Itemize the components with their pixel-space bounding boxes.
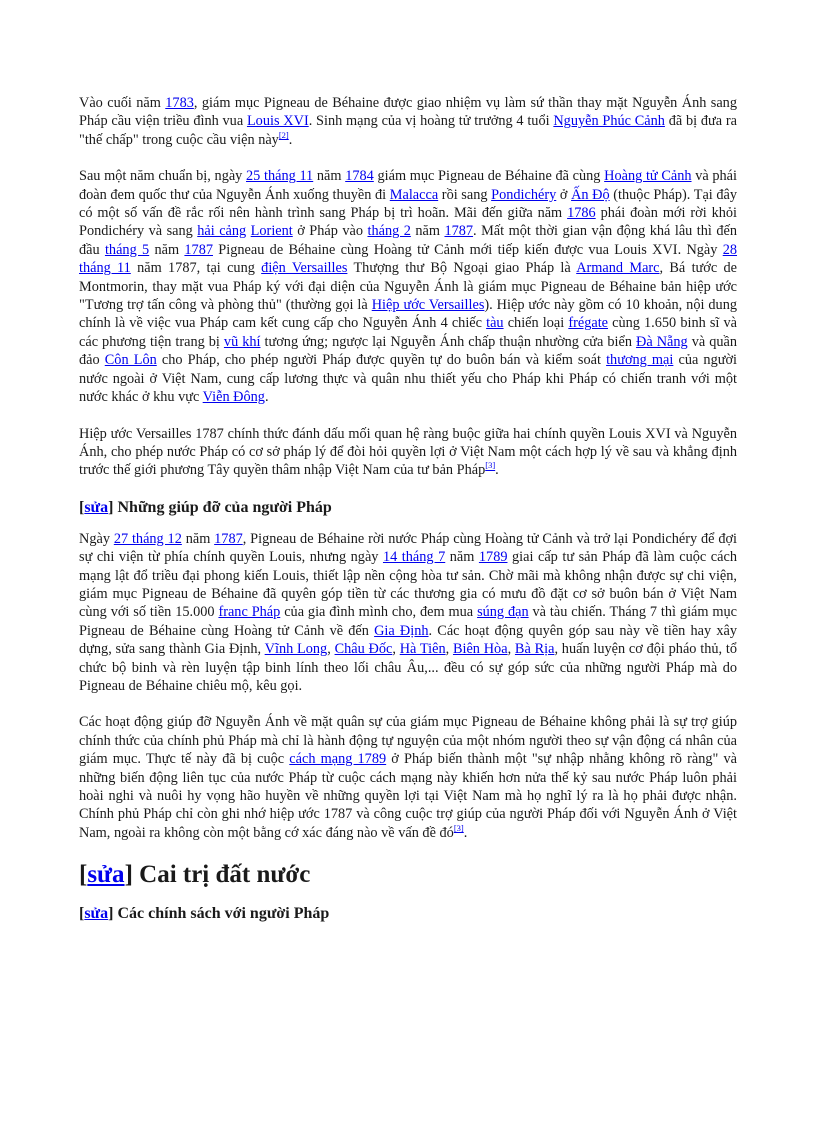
text-run: . — [264, 389, 269, 406]
section-title: Những giúp đỡ của người Pháp — [117, 498, 332, 516]
wiki-link[interactable]: frégate — [568, 315, 609, 332]
wiki-link[interactable]: franc Pháp — [218, 604, 281, 621]
text-run: rồi sang — [438, 186, 492, 203]
text-run: đã bị đưa ra "thế chấp" trong cuộc cầu viện này — [79, 113, 737, 148]
text-run: của gia đình mình cho, đem mua — [280, 604, 478, 621]
text-run: năm — [313, 168, 346, 185]
text-run: . Sinh mạng của vị hoàng tử trưởng 4 tuổi — [308, 113, 554, 130]
text-run: , — [327, 641, 335, 658]
wiki-link[interactable]: Hiệp ước Versailles — [371, 297, 485, 314]
text-run: năm — [445, 549, 479, 566]
section-heading-governing: [sửa] Cai trị đất nước — [79, 861, 311, 889]
text-run: phái đoàn mới rời khỏi Pondichéry và sang — [79, 205, 737, 240]
wiki-link[interactable]: 1784 — [345, 168, 374, 185]
text-run: , giám mục Pigneau de Béhaine được giao nhiệm vụ làm sứ thần thay mặt Nguyễn Ánh sang Pháp cầu viện triều đình vua — [79, 95, 737, 130]
citation-link[interactable]: [2] — [278, 130, 289, 141]
wiki-link[interactable]: Nguyễn Phúc Cảnh — [553, 113, 665, 130]
text-run: Ngày — [79, 530, 114, 547]
text-run: . Các hoạt động quyên góp sau này về tiền hay xây dựng, sửa sang thành Gia Định, — [79, 622, 737, 658]
text-run: của người nước ngoài ở Việt Nam, cung cấp lương thực và quân nhu thiết yếu cho Pháp khi Pháp có chiến tranh với một nước khác ở khu vực — [79, 352, 738, 406]
text-run: ở — [556, 186, 572, 203]
text-run: . — [463, 824, 468, 841]
wiki-link[interactable]: Malacca — [389, 186, 439, 203]
wiki-link[interactable]: 1787 — [184, 241, 213, 258]
text-run: giám mục Pigneau de Béhaine đã cùng — [373, 168, 605, 185]
wiki-link[interactable]: thương mại — [606, 352, 674, 369]
citation — [454, 823, 464, 833]
wiki-link[interactable]: 1787 — [444, 223, 474, 240]
text-run: cho Pháp, cho phép người Pháp được quyền tự do buôn bán và kiểm soát — [156, 352, 607, 369]
wiki-link[interactable]: vũ khí — [223, 333, 261, 350]
wiki-link[interactable]: Biên Hòa — [452, 641, 508, 658]
section-heading-french-policies: [sửa] Các chính sách với người Pháp — [79, 905, 330, 923]
section-heading-french-help: [sửa] Những giúp đỡ của người Pháp — [79, 498, 332, 516]
text-run: . Mất một thời gian vận động khá lâu thì đến đầu — [79, 223, 738, 258]
wiki-link[interactable]: 1783 — [165, 95, 194, 111]
wiki-link[interactable]: 1787 — [214, 530, 243, 547]
body-text-block-1 — [79, 94, 737, 480]
text-run: năm 1787, tại cung — [130, 260, 262, 277]
wiki-link[interactable]: Viễn Đông — [202, 389, 265, 406]
text-run: Hiệp ước Versailles 1787 chính thức đánh dấu mối quan hệ ràng buộc giữa hai chính quyền Louis XVI và Nguyễn Ánh, cho phép nước Pháp có cơ sở pháp lý để đòi hỏi quyền lợi ở Việt Nam một cách hợp lý về sau và khẳng định trước thế giới phương Tây quyền thâm nhập Việt Nam của tư bản Pháp — [79, 425, 737, 479]
wiki-link[interactable]: Đà Nẵng — [636, 333, 688, 350]
text-run: Sau một năm chuẩn bị, ngày — [79, 168, 247, 185]
paragraph — [79, 530, 737, 696]
wiki-link[interactable]: 1789 — [478, 549, 508, 566]
wiki-link[interactable]: Châu Đốc — [334, 641, 393, 658]
wiki-link[interactable]: Ấn Độ — [571, 186, 610, 203]
wiki-link[interactable]: 25 tháng 11 — [246, 168, 314, 185]
text-run: và phái đoàn đem quốc thư của Nguyễn Ánh xuống thuyền đi — [79, 168, 738, 203]
text-run: Pigneau de Béhaine cùng Hoàng tử Cảnh mới tiếp kiến được vua Louis XVI. Ngày — [213, 241, 723, 258]
text-run: chiến loại — [503, 315, 569, 332]
text-run: Các hoạt động giúp đỡ Nguyễn Ánh về mặt quân sự của giám mục Pigneau de Béhaine không phải là sự trợ giúp chính thức của chính phủ Pháp mà chỉ là hành động tự nguyện của một nhóm người theo sự vận động cá nhân của giám mục. Thực tế này đã bị cuộc — [79, 714, 737, 768]
paragraph — [79, 167, 737, 406]
citation-link[interactable]: [3] — [485, 460, 496, 471]
wiki-link[interactable]: tàu — [486, 315, 504, 332]
text-run: (thuộc Pháp). Tại đây có một số vấn đề rắc rối nên hành trình sang Pháp bị trì hoãn. Mãi đến giữa năm — [79, 186, 738, 222]
text-run: năm — [149, 241, 185, 258]
section-title: Các chính sách với người Pháp — [117, 905, 330, 923]
wiki-link[interactable]: Hoàng tử Cảnh — [604, 168, 692, 185]
wiki-link[interactable]: 14 tháng 7 — [382, 549, 446, 566]
text-run: , Bá tước de Montmorin, thay mặt vua Pháp ký với đại diện của Nguyễn Ánh là giám mục Pigneau de Béhaine bản hiệp ước "Tương trợ tấn công và phòng thủ" (thường gọi là — [79, 260, 737, 314]
text-run: tương ứng; ngược lại Nguyễn Ánh chấp thuận nhường cửa biển — [260, 333, 637, 350]
wiki-link[interactable]: súng đạn — [477, 604, 529, 621]
wiki-link[interactable]: Lorient — [250, 223, 293, 240]
wiki-link[interactable]: cách mạng 1789 — [289, 751, 387, 768]
wiki-link[interactable]: 27 tháng 12 — [113, 530, 182, 547]
wiki-link[interactable]: Louis XVI — [246, 113, 309, 130]
text-run: , huấn luyện cơ đội pháo thủ, tổ chức bộ binh và rèn luyện tập binh lính theo lối châu Âu,... đều có sự góp sức của những người Pháp mà do Pigneau de Béhaine chiêu mộ, kêu gọi. — [79, 641, 737, 694]
text-run: và tàu chiến. Tháng 7 thì giám mục Pigneau de Béhaine cùng Hoàng tử Cảnh về đến — [79, 604, 738, 639]
text-run: , — [445, 641, 453, 658]
wiki-link[interactable]: Gia Định — [374, 622, 429, 639]
text-run: và quần đảo — [79, 333, 738, 369]
edit-link[interactable]: sửa — [87, 861, 125, 889]
wiki-link[interactable]: Hà Tiên — [399, 641, 446, 658]
body-text-block-2 — [79, 530, 737, 843]
text-run: Thượng thư Bộ Ngoại giao Pháp là — [347, 260, 577, 277]
text-run: năm — [181, 530, 215, 547]
wiki-link[interactable]: 28 tháng 11 — [79, 241, 738, 277]
wiki-link[interactable]: tháng 5 — [104, 241, 150, 258]
text-run: giai cấp tư sản Pháp đã làm cuộc cách mạng lật đổ triều đại phong kiến Louis, thiết lập nền cộng hòa tư sản. Chờ mãi mà không nhận được sự chi viện, giám mục Pigneau de Béhaine đã quyên góp tiền từ các thương gia có mưu đồ đặt cơ sở buôn bán ở Việt Nam cùng với số tiền 15.000 — [79, 549, 737, 621]
text-run: , Pigneau de Béhaine rời nước Pháp cùng Hoàng tử Cảnh và trở lại Pondichéry để đợi sự chi viện từ phía chính quyền Louis, nhưng ngày — [79, 530, 738, 566]
citation-link[interactable]: [3] — [453, 823, 464, 834]
paragraph — [79, 713, 737, 842]
wiki-link[interactable]: Pondichéry — [491, 186, 557, 203]
text-run: ở Pháp vào — [292, 223, 368, 240]
text-run: . — [495, 462, 499, 479]
wiki-link[interactable]: điện Versailles — [261, 260, 348, 277]
wiki-link[interactable]: tháng 2 — [367, 223, 411, 240]
text-run: cùng 1.650 binh sĩ và các phương tiện trang bị — [79, 315, 738, 350]
text-run: Vào cuối năm — [79, 95, 166, 111]
wiki-link[interactable]: Armand Marc — [576, 260, 660, 277]
wiki-link[interactable]: Côn Lôn — [104, 352, 157, 369]
citation — [485, 461, 495, 471]
wiki-link[interactable]: Vĩnh Long — [264, 641, 328, 658]
paragraph — [79, 94, 737, 149]
edit-link[interactable]: sửa — [84, 498, 109, 516]
section-title: Cai trị đất nước — [139, 861, 311, 889]
wiki-link[interactable]: Bà Rịa — [514, 641, 555, 658]
text-run: , — [392, 641, 400, 658]
paragraph — [79, 425, 737, 480]
citation — [279, 130, 289, 140]
text-run: , — [507, 641, 515, 658]
wiki-link[interactable]: 1786 — [567, 205, 596, 222]
document-page — [79, 94, 737, 936]
wiki-link[interactable]: hải cảng — [197, 223, 247, 240]
text-run: năm — [410, 223, 445, 240]
text-run: . — [288, 131, 293, 148]
text-run: ). Hiệp ước này gồm có 10 khoản, nội dung chính là về việc vua Pháp cam kết cung cấp cho Nguyễn Ánh 4 chiếc — [79, 297, 737, 332]
edit-link[interactable]: sửa — [84, 905, 109, 923]
text-run: ở Pháp biến thành một "sự nhập nhằng không rõ ràng" và những biến động liên tục của nước Pháp từ cuộc cách mạng này khiến hơn nửa thế kỷ sau nước Pháp luôn phải hoài nghi và nuôi hy vọng hão huyền về những quyền lợi tại Việt Nam mà họ nghĩ lý ra là họ phải được nhận. Chính phủ Pháp chỉ còn ghi nhớ hiệp ước 1787 và công cuộc trợ giúp của người Pháp đối với Nguyễn Ánh ở Việt Nam, ngoài ra không còn một bằng cớ xác đáng nào về vấn đề đó — [79, 751, 737, 841]
